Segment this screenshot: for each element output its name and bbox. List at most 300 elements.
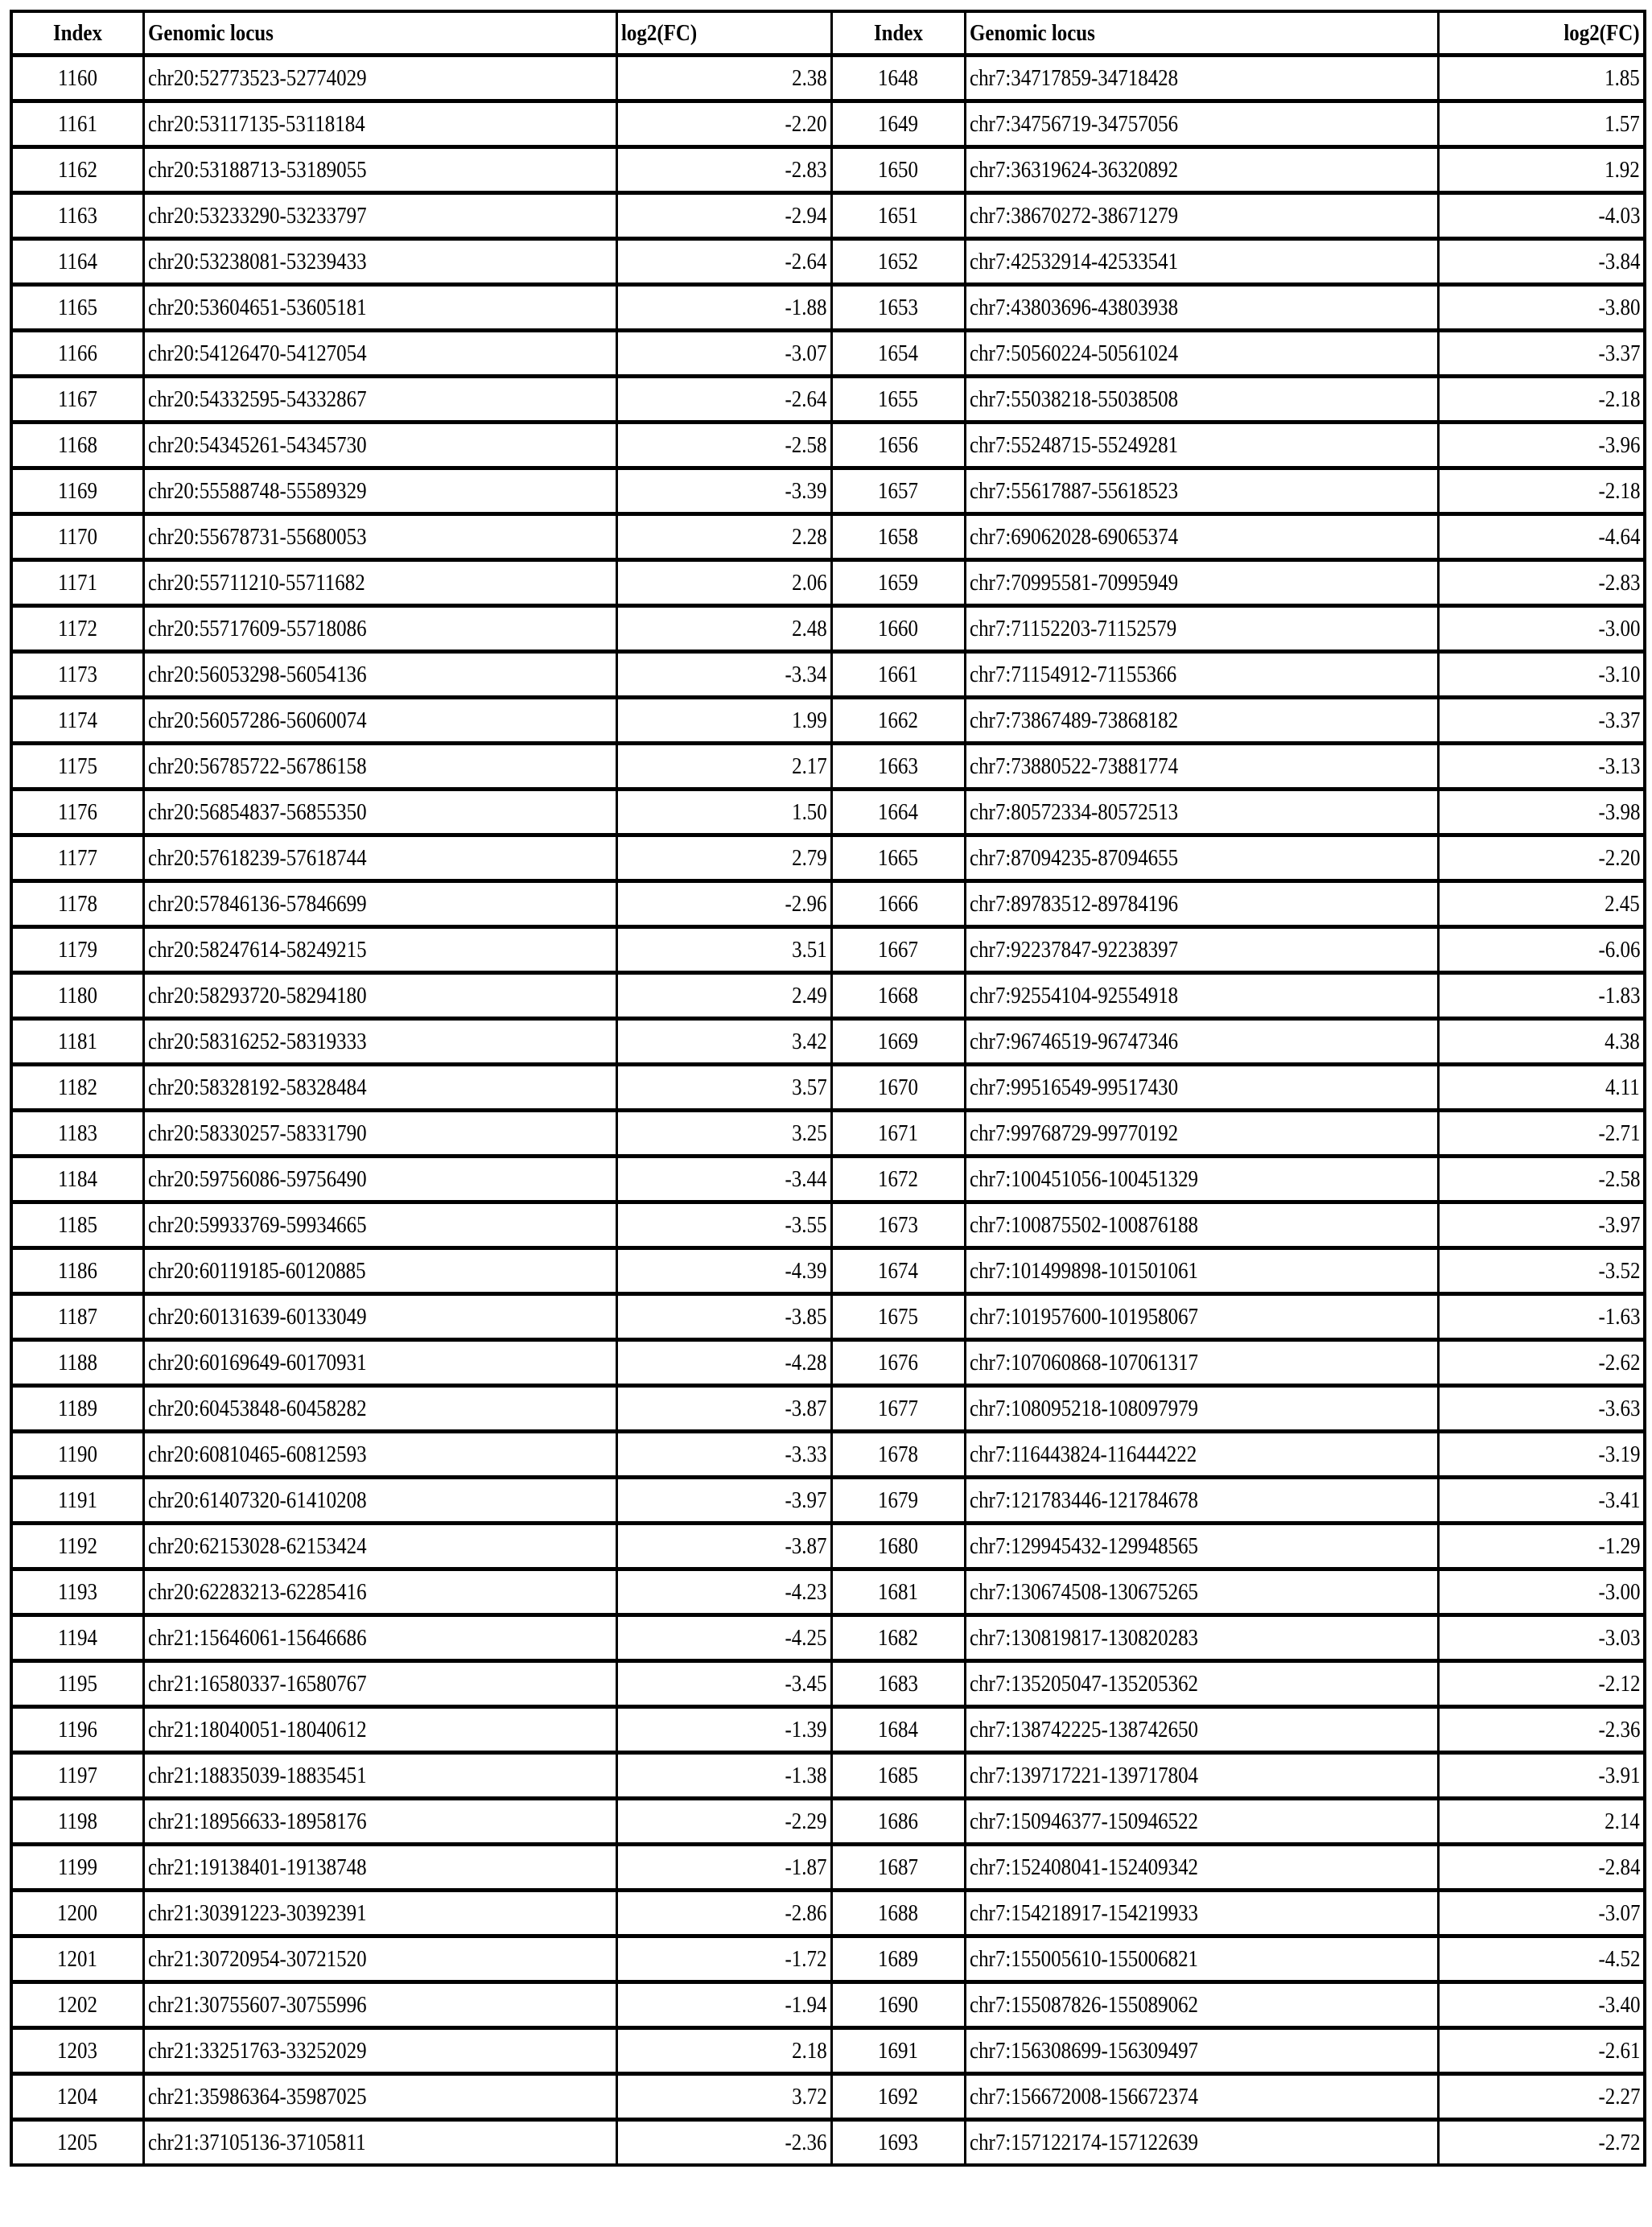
cell-fc-left-text: -4.39 [785,1257,827,1284]
cell-fc-right-text: 4.38 [1605,1028,1640,1054]
cell-fc-left [616,514,831,560]
cell-fc-left [616,1478,831,1524]
cell-index-left [11,2028,143,2074]
cell-index-left-text: 1186 [57,1257,97,1284]
cell-fc-right [1438,1386,1645,1432]
cell-locus-left [143,331,616,377]
cell-fc-left-text: -1.72 [785,1945,827,1972]
cell-fc-right [1438,377,1645,423]
cell-locus-left [143,1845,616,1891]
cell-fc-right [1438,285,1645,331]
cell-index-right-text: 1669 [878,1028,918,1054]
table-row [11,1707,1645,1753]
table-row [11,377,1645,423]
cell-fc-left [616,1157,831,1202]
cell-fc-right-text: -3.63 [1598,1395,1640,1421]
cell-locus-left [143,1569,616,1615]
cell-fc-right [1438,1157,1645,1202]
cell-locus-left [143,56,616,101]
cell-fc-left-text: 3.42 [791,1028,827,1054]
cell-index-left-text: 1195 [57,1670,97,1697]
cell-locus-left-text: chr20:58328192-58328484 [147,1074,367,1100]
cell-index-right [831,1524,965,1569]
cell-locus-right-text: chr7:121783446-121784678 [969,1487,1198,1513]
table-row [11,1936,1645,1982]
cell-index-left [11,835,143,881]
cell-index-right [831,1891,965,1936]
cell-index-right-text: 1666 [878,890,918,917]
cell-fc-right [1438,468,1645,514]
cell-fc-left-text: -3.39 [785,477,827,504]
cell-locus-right [965,193,1438,239]
cell-fc-left [616,239,831,285]
cell-locus-left [143,1340,616,1386]
cell-index-left-text: 1193 [57,1578,97,1605]
cell-locus-left-text: chr21:18835039-18835451 [147,1762,367,1788]
cell-index-left-text: 1164 [57,248,97,274]
cell-fc-left-text: 1.99 [791,707,827,733]
cell-fc-left [616,1524,831,1569]
cell-locus-left [143,927,616,973]
cell-fc-right [1438,1891,1645,1936]
cell-locus-right [965,2074,1438,2120]
cell-index-left-text: 1167 [57,386,97,412]
cell-fc-right-text: -3.80 [1598,294,1640,320]
cell-fc-left [616,1340,831,1386]
table-row [11,1661,1645,1707]
cell-fc-right-text: -3.19 [1598,1441,1640,1467]
cell-fc-left [616,147,831,193]
cell-locus-left [143,2074,616,2120]
cell-index-right [831,1202,965,1248]
cell-index-right [831,1294,965,1340]
cell-index-right-text: 1675 [878,1303,918,1330]
cell-index-left-text: 1201 [57,1945,98,1972]
cell-locus-left [143,698,616,744]
cell-fc-left-text: -1.88 [785,294,827,320]
table-row [11,1478,1645,1524]
cell-index-left [11,1157,143,1202]
cell-index-left-text: 1171 [57,569,97,596]
cell-locus-left-text: chr20:53117135-53118184 [147,110,365,137]
cell-index-left [11,881,143,927]
cell-fc-right [1438,56,1645,101]
table-row [11,1065,1645,1111]
cell-locus-left [143,1111,616,1157]
cell-locus-left [143,514,616,560]
cell-index-left [11,973,143,1019]
cell-fc-left [616,1019,831,1065]
cell-fc-right-text: -3.40 [1598,1991,1640,2018]
cell-locus-left-text: chr20:58316252-58319333 [147,1028,367,1054]
cell-fc-left [616,1982,831,2028]
cell-locus-right-text: chr7:157122174-157122639 [969,2129,1198,2155]
header-fc-right-label: log2(FC) [1563,19,1640,46]
cell-locus-right [965,239,1438,285]
cell-fc-right-text: -6.06 [1598,936,1640,963]
cell-fc-left [616,606,831,652]
cell-locus-left [143,1065,616,1111]
cell-locus-right-text: chr7:154218917-154219933 [969,1899,1198,1926]
cell-locus-right-text: chr7:129945432-129948565 [969,1532,1198,1559]
cell-fc-right-text: -4.03 [1598,202,1640,229]
cell-index-right-text: 1649 [878,110,918,137]
cell-locus-right [965,331,1438,377]
cell-index-left [11,1982,143,2028]
table-row [11,744,1645,790]
cell-locus-left [143,1661,616,1707]
cell-index-right [831,1845,965,1891]
cell-index-right-text: 1677 [878,1395,918,1421]
cell-fc-left-text: -1.87 [785,1854,827,1880]
cell-fc-left-text: 2.06 [791,569,827,596]
cell-index-left-text: 1177 [57,844,97,871]
table-row [11,1432,1645,1478]
cell-index-left [11,1340,143,1386]
cell-index-left [11,698,143,744]
cell-fc-left [616,1753,831,1799]
cell-index-right [831,468,965,514]
cell-fc-left [616,1615,831,1661]
cell-index-left-text: 1197 [57,1762,97,1788]
cell-index-left-text: 1190 [57,1441,97,1467]
cell-locus-left [143,377,616,423]
cell-index-left [11,285,143,331]
cell-locus-right-text: chr7:50560224-50561024 [969,340,1178,366]
cell-index-left-text: 1188 [57,1349,97,1375]
cell-locus-left [143,1432,616,1478]
header-index-right [831,11,965,56]
cell-index-left-text: 1168 [57,431,97,458]
cell-locus-left-text: chr20:62283213-62285416 [147,1578,367,1605]
cell-index-right [831,377,965,423]
cell-fc-left [616,1386,831,1432]
cell-locus-right-text: chr7:55617887-55618523 [969,477,1178,504]
cell-index-left [11,101,143,147]
cell-locus-left-text: chr21:16580337-16580767 [147,1670,367,1697]
cell-fc-left [616,1707,831,1753]
cell-index-left [11,1065,143,1111]
cell-fc-right-text: -3.13 [1598,753,1640,779]
cell-index-left-text: 1205 [57,2129,98,2155]
cell-fc-right-text: -2.58 [1598,1165,1640,1192]
cell-index-left-text: 1194 [57,1624,97,1651]
cell-fc-left-text: 3.51 [791,936,827,963]
cell-fc-left-text: -2.83 [785,156,827,183]
table-row [11,331,1645,377]
cell-fc-right [1438,331,1645,377]
cell-locus-right [965,698,1438,744]
cell-fc-left [616,1248,831,1294]
cell-index-left [11,239,143,285]
cell-index-right-text: 1676 [878,1349,918,1375]
cell-locus-right-text: chr7:100451056-100451329 [969,1165,1198,1192]
cell-locus-left-text: chr21:30720954-30721520 [147,1945,367,1972]
cell-index-right [831,1065,965,1111]
cell-locus-left-text: chr20:56785722-56786158 [147,753,367,779]
cell-fc-left [616,560,831,606]
cell-fc-right [1438,1248,1645,1294]
cell-index-right [831,56,965,101]
cell-locus-right-text: chr7:116443824-116444222 [969,1441,1197,1467]
cell-index-right [831,560,965,606]
cell-index-right-text: 1673 [878,1211,918,1238]
cell-fc-right-text: 1.85 [1605,64,1640,91]
cell-index-right [831,423,965,468]
table-row [11,239,1645,285]
cell-index-left-text: 1198 [57,1808,97,1834]
cell-fc-right [1438,147,1645,193]
cell-index-right-text: 1654 [878,340,918,366]
cell-locus-left-text: chr20:56057286-56060074 [147,707,367,733]
cell-locus-right-text: chr7:71154912-71155366 [969,661,1176,687]
cell-index-left-text: 1185 [57,1211,97,1238]
cell-locus-left [143,1386,616,1432]
cell-fc-left-text: 2.17 [791,753,827,779]
cell-locus-left-text: chr20:60169649-60170931 [147,1349,367,1375]
cell-fc-left [616,698,831,744]
cell-fc-left [616,744,831,790]
cell-fc-right-text: -2.62 [1598,1349,1640,1375]
cell-index-right-text: 1682 [878,1624,918,1651]
cell-fc-left [616,56,831,101]
cell-index-right [831,1661,965,1707]
cell-index-left [11,1111,143,1157]
cell-index-left-text: 1170 [57,523,97,550]
cell-locus-right-text: chr7:130674508-130675265 [969,1578,1198,1605]
cell-locus-left-text: chr20:60810465-60812593 [147,1441,367,1467]
cell-locus-right [965,1569,1438,1615]
cell-index-left-text: 1204 [57,2083,98,2109]
cell-index-right [831,331,965,377]
cell-locus-left-text: chr20:53238081-53239433 [147,248,367,274]
cell-fc-left [616,652,831,698]
cell-fc-right [1438,1799,1645,1845]
cell-index-right [831,1340,965,1386]
cell-locus-left-text: chr20:55717609-55718086 [147,615,367,641]
cell-index-left-text: 1180 [57,982,97,1008]
cell-index-left [11,377,143,423]
cell-locus-left-text: chr20:57846136-57846699 [147,890,367,917]
header-row [11,11,1645,56]
cell-fc-left-text: -3.87 [785,1532,827,1559]
cell-fc-right [1438,1753,1645,1799]
cell-fc-left-text: 2.28 [791,523,827,550]
cell-locus-right [965,1386,1438,1432]
cell-fc-right-text: -3.41 [1598,1487,1640,1513]
header-fc-left-label: log2(FC) [620,19,697,46]
cell-locus-left-text: chr20:55678731-55680053 [147,523,367,550]
cell-index-right [831,2120,965,2166]
cell-locus-left-text: chr21:30391223-30392391 [147,1899,367,1926]
cell-fc-right [1438,1294,1645,1340]
table-header [11,11,1645,56]
cell-locus-left [143,1936,616,1982]
cell-fc-left-text: 3.72 [791,2083,827,2109]
cell-fc-left-text: 2.38 [791,64,827,91]
cell-index-left [11,1569,143,1615]
cell-index-right-text: 1689 [878,1945,918,1972]
table-row [11,1524,1645,1569]
cell-fc-left [616,927,831,973]
cell-locus-left [143,147,616,193]
cell-fc-left-text: -2.58 [785,431,827,458]
cell-fc-left [616,790,831,835]
cell-index-left [11,1202,143,1248]
cell-fc-right [1438,1111,1645,1157]
cell-locus-right [965,1294,1438,1340]
cell-locus-left [143,2120,616,2166]
cell-index-right [831,101,965,147]
cell-index-right [831,790,965,835]
cell-fc-right-text: -3.07 [1598,1899,1640,1926]
cell-index-right-text: 1663 [878,753,918,779]
cell-index-right [831,1157,965,1202]
cell-index-right-text: 1680 [878,1532,918,1559]
cell-index-left [11,1799,143,1845]
cell-locus-right [965,881,1438,927]
cell-index-right-text: 1671 [878,1120,918,1146]
cell-locus-right-text: chr7:34756719-34757056 [969,110,1178,137]
cell-locus-left [143,468,616,514]
table-row [11,2028,1645,2074]
cell-locus-right-text: chr7:43803696-43803938 [969,294,1178,320]
cell-index-left-text: 1178 [57,890,97,917]
cell-index-left-text: 1196 [57,1716,97,1742]
table-row [11,1111,1645,1157]
cell-locus-right [965,744,1438,790]
cell-fc-right [1438,835,1645,881]
cell-locus-right [965,2120,1438,2166]
cell-locus-left-text: chr21:33251763-33252029 [147,2037,367,2064]
cell-locus-right-text: chr7:55248715-55249281 [969,431,1178,458]
cell-fc-left [616,1891,831,1936]
cell-fc-left-text: 3.25 [791,1120,827,1146]
cell-index-right [831,1019,965,1065]
cell-fc-left-text: 2.49 [791,982,827,1008]
cell-index-left-text: 1161 [57,110,97,137]
cell-locus-right [965,1615,1438,1661]
cell-index-right [831,514,965,560]
table-row [11,1615,1645,1661]
cell-index-left-text: 1175 [57,753,97,779]
table-row [11,1845,1645,1891]
cell-locus-right-text: chr7:96746519-96747346 [969,1028,1178,1054]
cell-index-right-text: 1664 [878,798,918,825]
cell-fc-left [616,1432,831,1478]
table-row [11,1157,1645,1202]
cell-fc-right-text: -3.84 [1598,248,1640,274]
cell-locus-right [965,1982,1438,2028]
cell-fc-left-text: -3.34 [785,661,827,687]
cell-locus-left [143,1248,616,1294]
cell-fc-right [1438,790,1645,835]
cell-fc-right-text: 1.92 [1605,156,1640,183]
table-row [11,423,1645,468]
cell-index-left-text: 1163 [57,202,97,229]
cell-index-left [11,1248,143,1294]
cell-fc-right [1438,193,1645,239]
cell-locus-right [965,973,1438,1019]
table-row [11,1569,1645,1615]
cell-index-right [831,744,965,790]
cell-fc-right [1438,1845,1645,1891]
cell-index-left-text: 1192 [57,1532,97,1559]
cell-fc-left-text: -2.64 [785,248,827,274]
cell-fc-left-text: -4.23 [785,1578,827,1605]
cell-locus-left [143,1615,616,1661]
cell-fc-right-text: -2.36 [1598,1716,1640,1742]
cell-locus-right-text: chr7:89783512-89784196 [969,890,1178,917]
cell-index-right [831,698,965,744]
cell-index-right [831,835,965,881]
cell-locus-left [143,973,616,1019]
cell-fc-right-text: -3.03 [1598,1624,1640,1651]
cell-index-left [11,514,143,560]
cell-index-left [11,1936,143,1982]
cell-index-right [831,2028,965,2074]
cell-fc-left [616,423,831,468]
cell-locus-left [143,1982,616,2028]
cell-index-right [831,285,965,331]
cell-fc-left [616,1111,831,1157]
cell-locus-right [965,1891,1438,1936]
table-row [11,101,1645,147]
cell-locus-left [143,1707,616,1753]
cell-locus-right-text: chr7:135205047-135205362 [969,1670,1198,1697]
cell-index-right [831,193,965,239]
cell-fc-left [616,2120,831,2166]
cell-locus-right [965,468,1438,514]
cell-locus-right-text: chr7:155087826-155089062 [969,1991,1198,2018]
cell-locus-left-text: chr20:61407320-61410208 [147,1487,367,1513]
cell-locus-left-text: chr20:62153028-62153424 [147,1532,367,1559]
cell-locus-left-text: chr20:55588748-55589329 [147,477,367,504]
cell-fc-right-text: -3.52 [1598,1257,1640,1284]
header-index-left-label: Index [52,19,102,46]
cell-locus-right-text: chr7:55038218-55038508 [969,386,1178,412]
table-row [11,1982,1645,2028]
cell-index-right [831,1799,965,1845]
cell-locus-right [965,1157,1438,1202]
cell-index-left [11,2074,143,2120]
cell-locus-right-text: chr7:156672008-156672374 [969,2083,1198,2109]
cell-locus-left [143,1891,616,1936]
table-row [11,606,1645,652]
cell-locus-left [143,1294,616,1340]
cell-fc-right [1438,1615,1645,1661]
cell-fc-left [616,1569,831,1615]
cell-locus-right [965,1936,1438,1982]
cell-locus-right [965,285,1438,331]
cell-index-left [11,606,143,652]
cell-fc-left [616,193,831,239]
cell-index-left-text: 1187 [57,1303,97,1330]
cell-locus-left-text: chr21:15646061-15646686 [147,1624,367,1651]
table-row [11,1753,1645,1799]
cell-locus-right [965,835,1438,881]
table-row [11,790,1645,835]
cell-fc-right [1438,514,1645,560]
cell-locus-left-text: chr20:56854837-56855350 [147,798,367,825]
header-fc-left [616,11,831,56]
table-row [11,973,1645,1019]
header-index-right-label: Index [873,19,923,46]
cell-index-right-text: 1693 [878,2129,918,2155]
cell-fc-right-text: -2.20 [1598,844,1640,871]
table-row [11,835,1645,881]
cell-fc-right [1438,744,1645,790]
